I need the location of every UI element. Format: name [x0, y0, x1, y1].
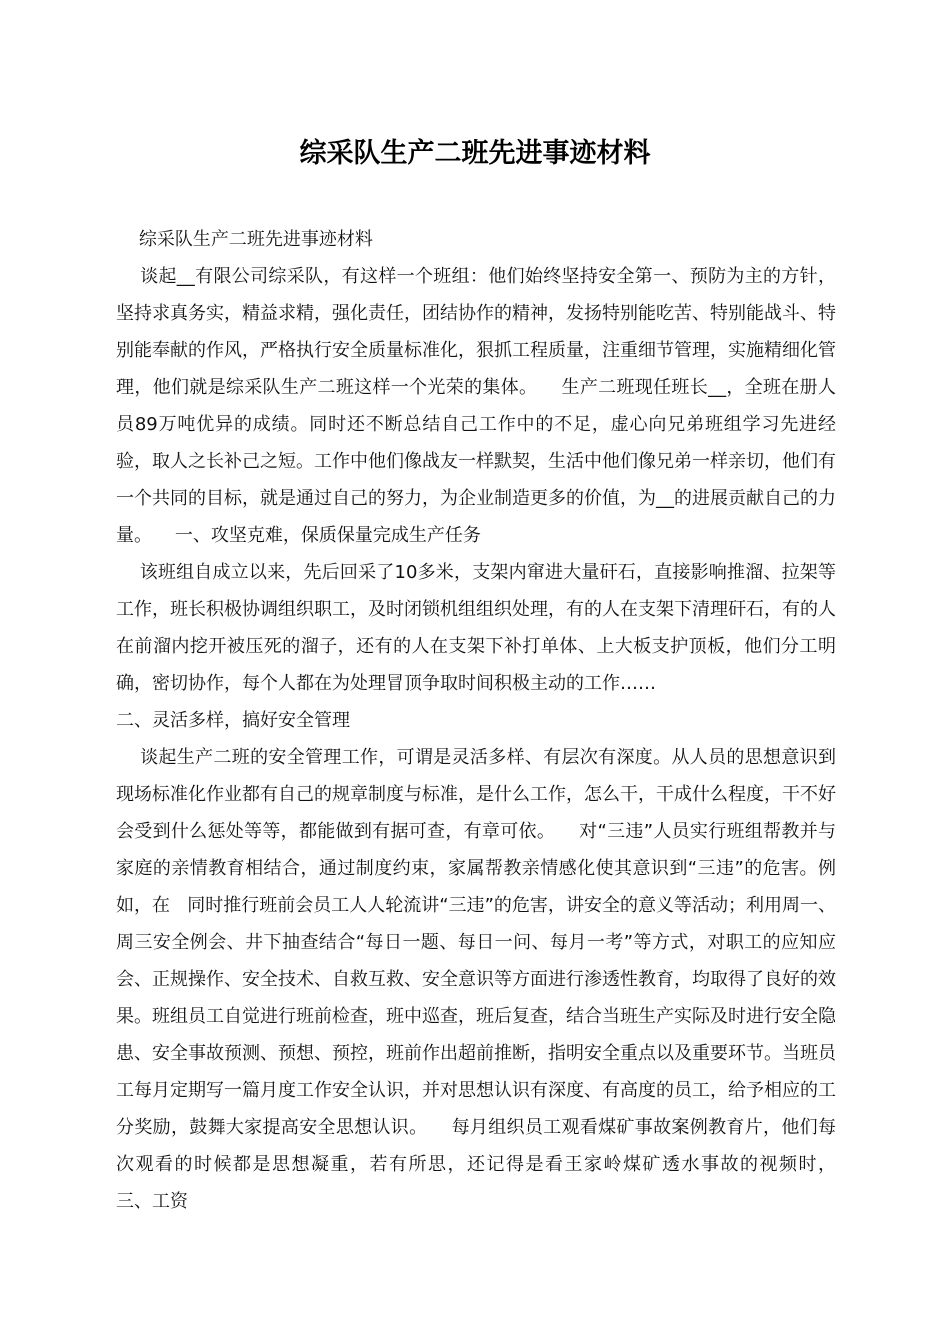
- paragraph-section-two: 谈起生产二班的安全管理工作，可谓是灵活多样、有层次有深度。从人员的思想意识到现场标准化作业都有自己的规章制度与标准，是什么工作，怎么干，干成什么程度，干不好会受到什么惩处等等，都能做到有据可查，有章可依。 对“三违”人员实行班组帮教并与家庭的亲情教育相结合，通过制度约束，家属帮教亲情感化使其意识到“三违”的危害。例如，在 同时推行班前会员工人人轮流讲“三违”的危害，讲安全的意义等活动；利用周一、周三安全例会、井下抽查结合“每日一题、每日一问、每月一考”等方式，对职工的应知应会、正规操作、安全技术、自救互救、安全意识等方面进行渗透性教育，均取得了良好的效果。班组员工自觉进行班前检查，班中巡查，班后复查，结合当班生产实际及时进行安全隐患、安全事故预测、预想、预控，班前作出超前推断，指明安全重点以及重要环节。当班员工每月定期写一篇月度工作安全认识，并对思想认识有深度、有高度的员工，给予相应的工分奖励，鼓舞大家提高安全思想认识。 每月组织员工观看煤矿事故案例教育片，他们每次观看的时候都是思想凝重，若有所思，还记得是看王家岭煤矿透水事故的视频时， 三、工资: [116, 747, 859, 1212]
- paragraph-subtitle: 综采队生产二班先进事迹材料: [116, 229, 373, 250]
- section-heading-two: 二、灵活多样，搞好安全管理: [116, 710, 350, 731]
- paragraph-intro: 谈起__有限公司综采队，有这样一个班组：他们始终坚持安全第一、预防为主的方针，坚持求真务实，精益求精，强化责任，团结协作的精神，发扬特别能吃苦、特别能战斗、特别能奉献的作风，严格执行安全质量标准化，狠抓工程质量，注重细节管理，实施精细化管理，他们就是综采队生产二班这样一个光荣的集体。 生产二班现任班长__，全班在册人员89万吨优异的成绩。同时还不断总结自己工作中的不足，虚心向兄弟班组学习先进经验，取人之长补己之短。工作中他们像战友一样默契，生活中他们像兄弟一样亲切，他们有一个共同的目标，就是通过自己的努力，为企业制造更多的价值，为__的进展贡献自己的力量。 一、攻坚克难，保质保量完成生产任务: [116, 266, 836, 546]
- paragraph-section-one: 该班组自成立以来，先后回采了10多米，支架内窜进大量矸石，直接影响推溜、拉架等工作，班长积极协调组织职工，及时闭锁机组组织处理，有的人在支架下清理矸石，有的人在前溜内挖开被压死的溜子，还有的人在支架下补打单体、上大板支护顶板，他们分工明确，密切协作，每个人都在为处理冒顶争取时间积极主动的工作……: [116, 562, 836, 694]
- document-title: 综采队生产二班先进事迹材料: [299, 138, 651, 169]
- document-body: [116, 221, 859, 1220]
